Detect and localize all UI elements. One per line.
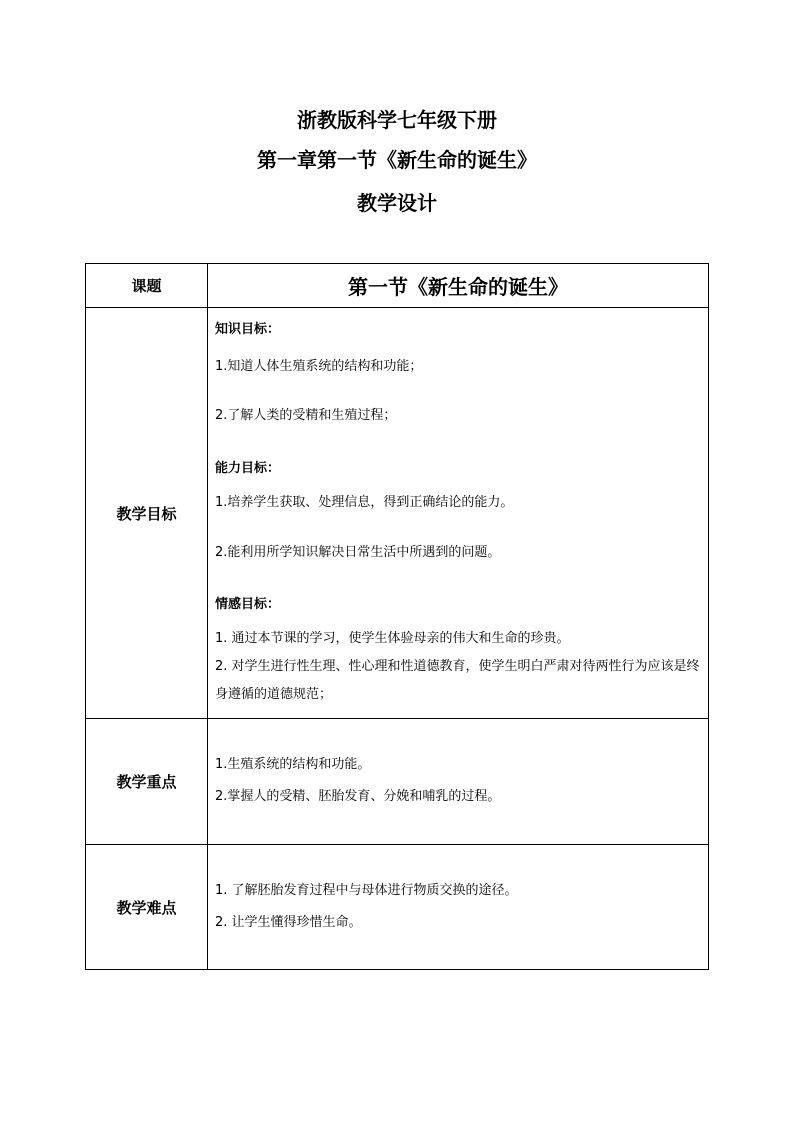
topic-label: 课题 [86,264,208,308]
ability-heading: 能力目标： [215,461,281,476]
topic-value: 第一节《新生命的诞生》 [208,264,709,308]
emotion-item-1: 1. 通过本节课的学习，使学生体验母亲的伟大和生命的珍贵。 [215,631,570,646]
difficulties-label: 教学难点 [86,845,208,970]
document-subtitle: 第一章第一节《新生命的诞生》 [257,148,537,172]
objectives-label: 教学目标 [86,308,208,719]
key-points-label: 教学重点 [86,719,208,845]
difficulty-item-2: 2. 让学生懂得珍惜生命。 [215,915,362,930]
emotion-heading: 情感目标： [215,597,281,612]
document-title: 浙教版科学七年级下册 [297,108,497,132]
knowledge-item-2: 2.了解人类的受精和生殖过程； [215,408,397,423]
key-point-item-1: 1.生殖系统的结构和功能。 [215,757,371,772]
lesson-plan-table [85,263,709,970]
knowledge-heading: 知识目标： [215,322,281,337]
table-row-difficulties [86,845,709,970]
objectives-content [208,308,709,719]
knowledge-item-1: 1.知道人体生殖系统的结构和功能； [215,359,423,374]
difficulties-content [208,845,709,970]
difficulty-item-1: 1. 了解胚胎发育过程中与母体进行物质交换的途径。 [215,883,518,898]
ability-item-1: 1.培养学生获取、处理信息，得到正确结论的能力。 [215,495,514,510]
table-row-topic [86,264,709,308]
table-row-objectives [86,308,709,719]
key-points-content [208,719,709,845]
key-point-item-2: 2.掌握人的受精、胚胎发育、分娩和哺乳的过程。 [215,789,501,804]
table-row-key-points [86,719,709,845]
emotion-item-2: 2. 对学生进行性生理、性心理和性道德教育，使学生明白严肃对待两性行为应该是终身遵循的道德规范； [215,659,700,702]
ability-item-2: 2.能利用所学知识解决日常生活中所遇到的问题。 [215,545,501,560]
document-type: 教学设计 [357,191,437,215]
